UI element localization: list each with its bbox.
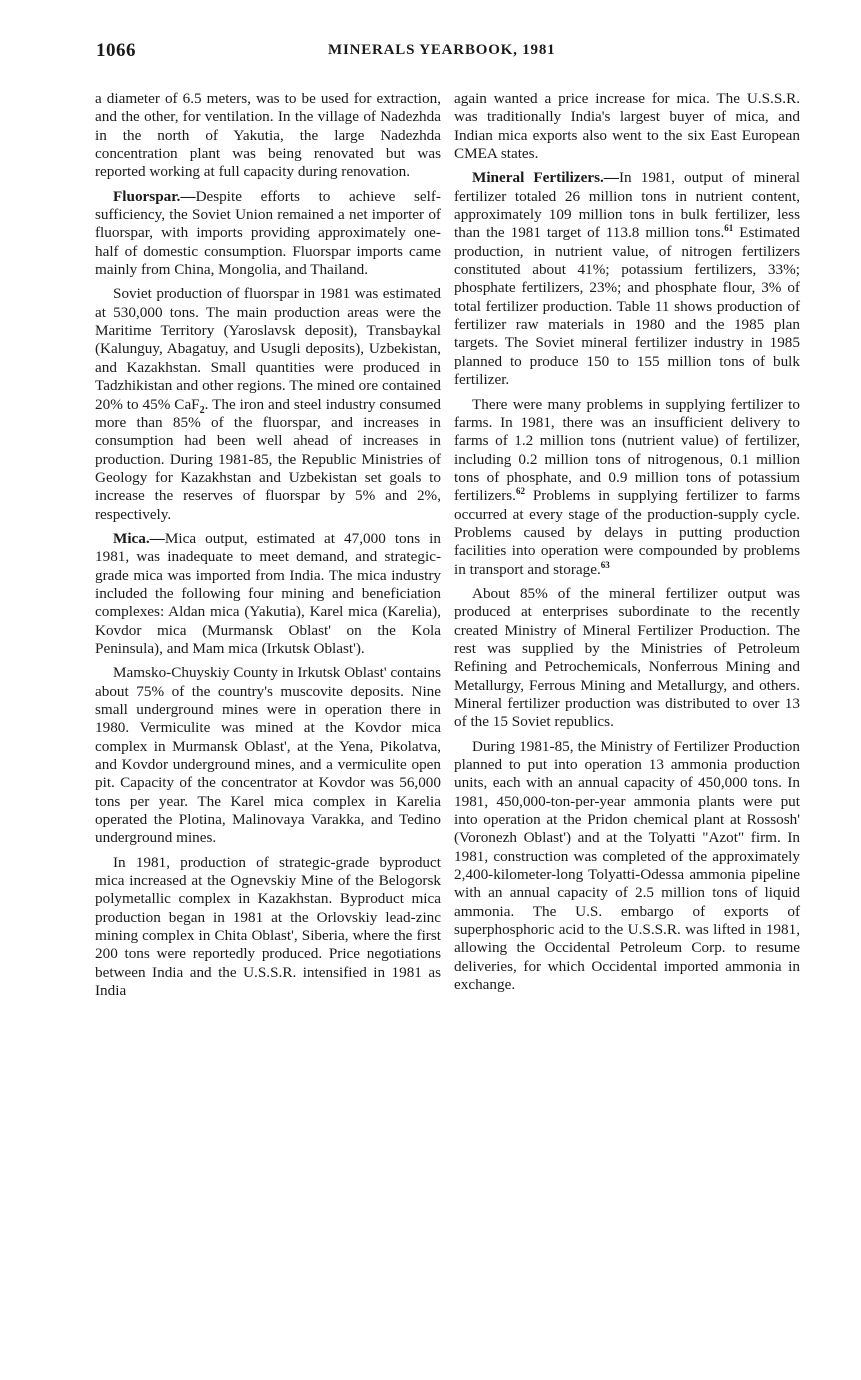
fluorspar-paragraph [95,188,441,280]
page-header [96,40,800,66]
section-heading-mineral-fertilizers: Mineral Fertilizers.— [472,169,619,187]
fertilizers-paragraph [454,169,800,389]
supply-text-a: There were many problems in supplying fertilizer to farms. In 1981, there was an insufficient delivery to farms of 1.2 million tons (nutrient value) of fertilizer, including 0.2 million tons of nitrogenous, 0.1 million tons of phosphate, and 0.9 million tons of potassium fertilizers. [454,395,800,505]
page-number: 1066 [96,40,136,61]
fertilizers-text-a: In 1981, output of mineral fertilizer totaled 26 million tons in nutrient content, approximately 109 million tons in bulk fertilizer, less than the 1981 target of 113.8 million tons. [454,169,800,242]
section-heading-fluorspar: Fluorspar.— [113,187,196,205]
right-column [454,90,800,1001]
fluorspar-text: Despite efforts to achieve self-sufficiency, the Soviet Union remained a net importer of fluorspar, with imports providing approximately one-half of domestic consumption. Fluorspar imports came mainly from China, Mongolia, and Thailand. [95,187,441,279]
footnote-ref: 61 [724,223,734,234]
paragraph-continued-right: again wanted a price increase for mica. The U.S.S.R. was traditionally India's largest buyer of mica, and Indian mica exports also went to the six East European CMEA states. [454,90,800,163]
byproduct-mica-paragraph: In 1981, production of strategic-grade byproduct mica increased at the Ognevskiy Mine of the Belogorsk polymetallic complex in Kazakhstan. Byproduct mica production began in 1981 at the Orlovskiy lead-zinc mining complex in Chita Oblast', Siberia, where the first 200 tons were reportedly produced. Price negotiations between India and the U.S.S.R. intensified in 1981 as India [95,853,441,1000]
mica-text: Mica output, estimated at 47,000 tons in 1981, was inadequate to meet demand, and strategic-grade mica was imported from India. The mica industry included the following four mining and beneficiation complexes: Aldan mica (Yakutia), Karel mica (Karelia), Kovdor mica (Murmansk Oblast' on the Kola Peninsula), and Mam mica (Irkutsk Oblast'). [95,529,441,657]
fluorspar-production-paragraph [95,285,441,523]
footnote-ref: 63 [600,559,610,570]
fluorspar-production-text-a: Soviet production of fluorspar in 1981 was estimated at 530,000 tons. The main production areas were the Maritime Territory (Yaroslavsk deposit), Transbaykal (Kalunguy, Abagatuy, and Usugli deposits), Uzbekistan, and Kazakhstan. Small quantities were produced in Tadzhikistan and other regions. The mined ore contained 20% to 45% CaF [95,285,441,413]
paragraph-continued: a diameter of 6.5 meters, was to be used for extraction, and the other, for ventilation. In the village of Nadezhda in the north of Yakutia, the large Nadezhda concentration plant was being renovated but was reported working at full capacity during renovation. [95,90,441,181]
supply-problems-paragraph [454,396,800,579]
footnote-ref: 62 [515,486,525,497]
ministry-paragraph: About 85% of the mineral fertilizer output was produced at enterprises subordinate to the recently created Ministry of Mineral Fertilizer Production. The rest was supplied by the Ministries of Petroleum Refining and Petrochemicals, Nonferrous Mining and Metallurgy, Ferrous Mining and Metallurgy, and others. Mineral fertilizer production was distributed to over 13 of the 15 Soviet republics. [454,584,800,731]
left-column [95,90,441,1007]
fertilizers-text-b: Estimated production, in nutrient value, of nitrogen fertilizers constituted about 41%; potassium fertilizers, 33%; phosphate fertilizers, 23%; and phosphate flour, 3% of total fertilizer production. Table 11 shows production of fertilizer raw materials in 1980 and the 1985 plan targets. The Soviet mineral fertilizer industry in 1985 planned to produce 150 to 155 million tons of bulk fertilizer. [454,224,800,389]
ammonia-paragraph: During 1981-85, the Ministry of Fertilizer Production planned to put into operation 13 ammonia production units, each with an annual capacity of 450,000 tons. In 1981, 450,000-ton-per-year ammonia plants were put into operation at the Pridon chemical plant at Rossosh' (Voronezh Oblast') and at the Tolyatti "Azot" firm. In 1981, construction was completed of the approximately 2,400-kilometer-long Tolyatti-Odessa ammonia pipeline with an annual capacity of 2.5 million tons of liquid ammonia. The U.S. embargo of exports of superphosphoric acid to the U.S.S.R. was lifted in 1981, allowing the Occidental Petroleum Corp. to resume deliveries, for which Occidental imported ammonia in exchange. [454,737,800,994]
fluorspar-production-text-b: . The iron and steel industry consumed more than 85% of the fluorspar, and increases in consumption had been well ahead of increases in production. During 1981-85, the Republic Ministries of Geology for Kazakhstan and Uzbekistan set goals to increase the reserves of fluorspar by 5% and 2%, respectively. [95,395,441,523]
running-head: MINERALS YEARBOOK, 1981 [328,42,556,58]
chemical-subscript: 2 [199,404,205,416]
muscovite-paragraph: Mamsko-Chuyskiy County in Irkutsk Oblast' contains about 75% of the country's muscovite deposits. Nine small underground mines were in operation there in 1980. Vermiculite was mined at the Kovdor mica complex in Murmansk Oblast', at the Yena, Pikolatva, and Kovdor underground mines, and a vermiculite open pit. Capacity of the concentrator at Kovdor was 56,000 tons per year. The Karel mica complex in Karelia operated the Plotina, Malinovaya Varakka, and Tedino underground mines. [95,664,441,847]
supply-text-b: Problems in supplying fertilizer to farms occurred at every stage of the production-supply cycle. Problems caused by delays in putting production facilities into operation were compounded by problems in transport and storage. [454,487,800,578]
section-heading-mica: Mica.— [113,529,165,547]
mica-paragraph [95,530,441,658]
